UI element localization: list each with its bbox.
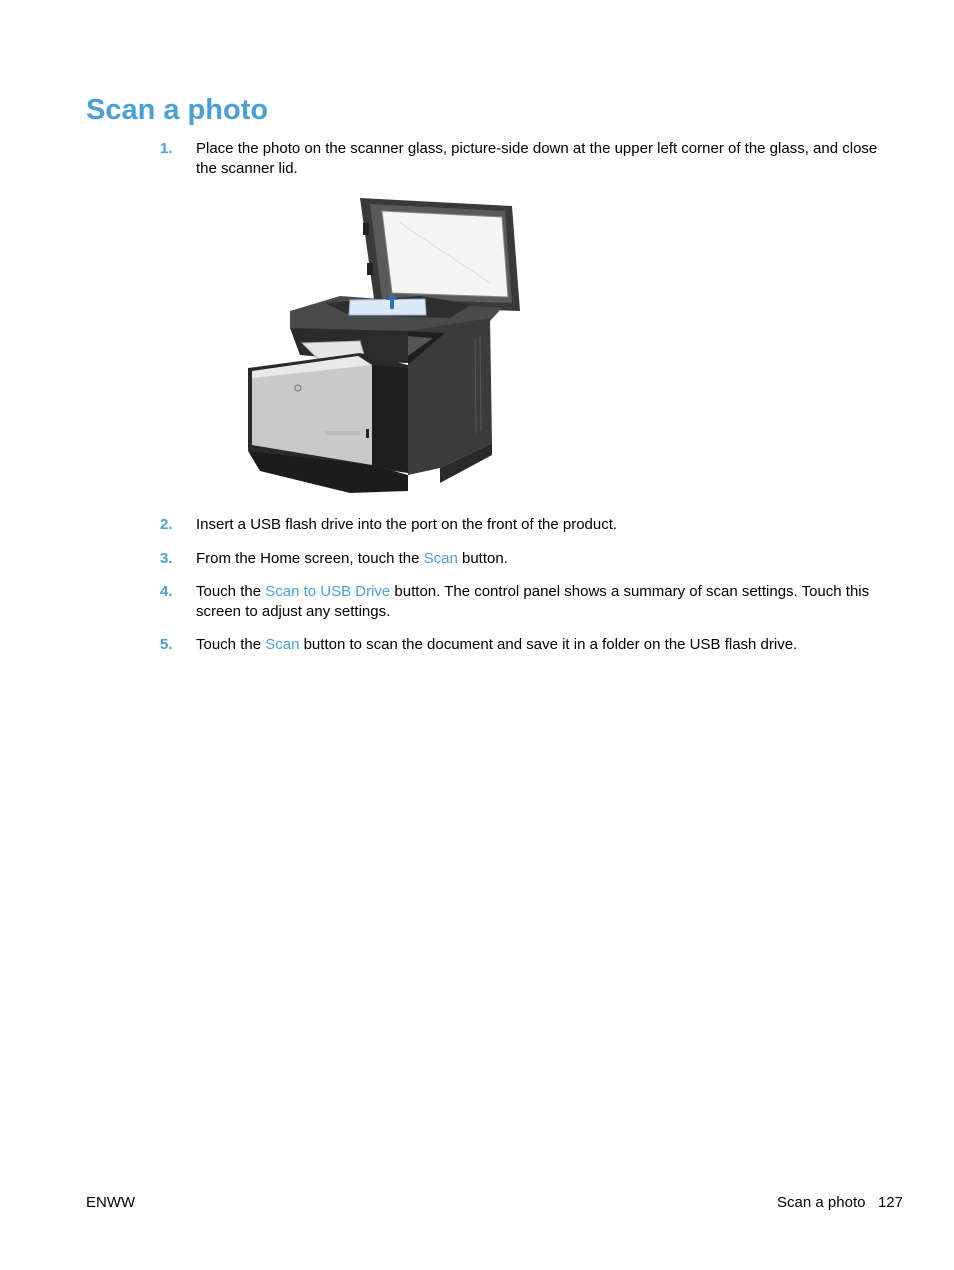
step-text: Insert a USB flash drive into the port on the front of the product.: [196, 516, 618, 533]
page-number: 127: [877, 1194, 903, 1211]
scan-to-usb-drive-reference: Scan to USB Drive: [265, 583, 391, 600]
step-text-part: Touch the: [196, 636, 266, 653]
step-number: 3.: [160, 550, 173, 567]
scan-button-reference: Scan: [423, 550, 458, 567]
step-text: [196, 549, 890, 569]
printer-scanner-illustration: [240, 193, 525, 495]
step-text: Place the photo on the scanner glass, picture-side down at the upper left corner of the glass, and close the scanner lid.: [196, 140, 878, 177]
scan-button-reference: Scan: [265, 636, 300, 653]
footer-section: Scan a photo: [777, 1194, 866, 1211]
step-number: 5.: [160, 636, 173, 653]
footer-right: [777, 1193, 903, 1213]
step-number: 4.: [160, 583, 173, 600]
step-text-part: button.: [457, 550, 508, 567]
step-text-part: Touch the: [196, 583, 266, 600]
page-title: Scan a photo: [86, 94, 269, 126]
printer-icon: [240, 193, 525, 495]
step-text: [196, 635, 890, 655]
step-text-part: From the Home screen, touch the: [196, 550, 424, 567]
step-text-part: button to scan the document and save it in a folder on the USB flash drive.: [299, 636, 798, 653]
footer-left: ENWW: [86, 1194, 136, 1211]
step-number: 1.: [160, 140, 173, 157]
step-text-part: button. The control panel shows a summary of scan settings. Touch this screen to adjust any settings.: [196, 583, 870, 620]
step-number: 2.: [160, 516, 173, 533]
step-text: [196, 582, 890, 622]
